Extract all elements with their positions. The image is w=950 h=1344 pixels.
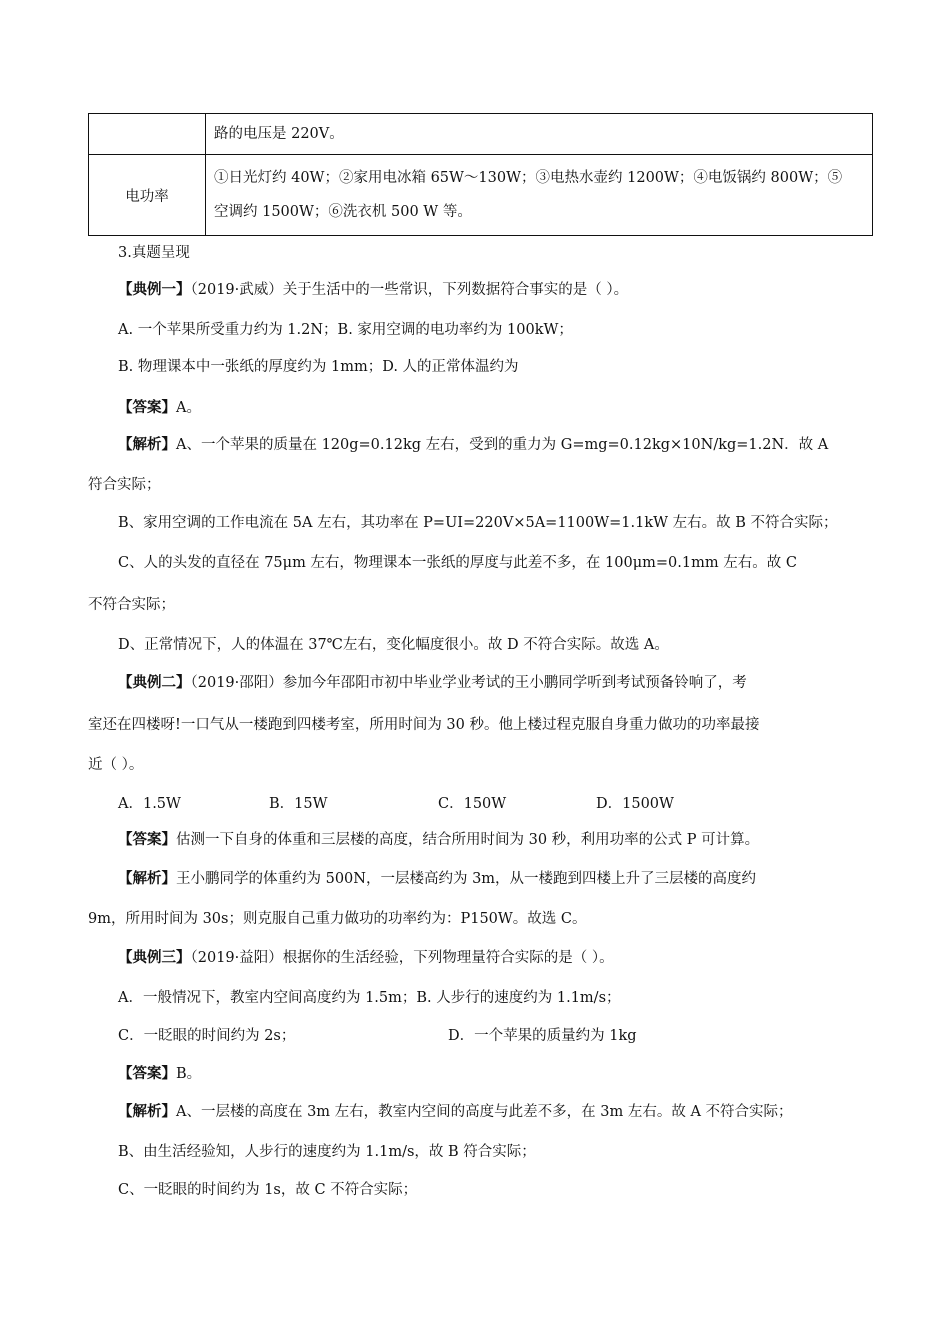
example-2-analysis-line: 9m，所用时间为 30s；则克服自己重力做功的功率约为：P150W。故选 C。 <box>88 911 587 927</box>
table-cell-line: ①日光灯约 40W；②家用电冰箱 65W～130W；③电热水壶约 1200W；④电饭锅约 800W；⑤ <box>214 170 843 186</box>
answer-tag: 【答案】 <box>118 399 176 416</box>
option-d: D．一个苹果的质量约为 1kg <box>448 1028 637 1044</box>
stem-text: （2019·武威）关于生活中的一些常识，下列数据符合事实的是（ ）。 <box>190 282 629 298</box>
stem-text: （2019·邵阳）参加今年邵阳市初中毕业学业考试的王小鹏同学听到考试预备铃响了，考 <box>190 675 747 691</box>
example-3-options-line: A．一般情况下，教室内空间高度约为 1.5m；B. 人步行的速度约为 1.1m/s； <box>118 990 621 1006</box>
example-1-analysis-line: 不符合实际； <box>88 597 175 613</box>
table-cell-content: 路的电压是 220V。 <box>206 114 873 155</box>
answer-tag: 【答案】 <box>118 1065 176 1082</box>
example-1-analysis-line: C、人的头发的直径在 75μm 左右，物理课本一张纸的厚度与此差不多，在 100μm=0.1mm 左右。故 C <box>118 555 797 571</box>
example-3-analysis <box>118 1100 793 1121</box>
example-1-options-line: B. 物理课本中一张纸的厚度约为 1mm；D. 人的正常体温约为 <box>118 359 519 375</box>
example-1-analysis-line: D、正常情况下，人的体温在 37℃左右，变化幅度很小。故 D 不符合实际。故选 A。 <box>118 637 669 653</box>
section-title: 3.真题呈现 <box>118 245 190 261</box>
example-1-analysis <box>118 433 828 454</box>
table-cell-content <box>206 155 873 236</box>
example-1-answer <box>118 396 201 417</box>
example-2-stem-line: 室还在四楼呀!一口气从一楼跑到四楼考室，所用时间为 30 秒。他上楼过程克服自身重力做功的功率最接 <box>88 717 760 733</box>
example-tag: 【典例三】 <box>118 949 191 966</box>
example-tag: 【典例一】 <box>118 281 191 298</box>
option-c: C．150W <box>438 796 507 812</box>
stem-text: （2019·益阳）根据你的生活经验，下列物理量符合实际的是（ ）。 <box>190 950 614 966</box>
option-d: D．1500W <box>596 796 674 812</box>
analysis-tag: 【解析】 <box>118 436 176 453</box>
analysis-text: 王小鹏同学的体重约为 500N，一层楼高约为 3m，从一楼跑到四楼上升了三层楼的高度约 <box>176 871 757 887</box>
answer-text: B。 <box>176 1066 202 1082</box>
table-cell-label <box>89 114 206 155</box>
option-b: B．15W <box>269 796 328 812</box>
example-tag: 【典例二】 <box>118 674 191 691</box>
example-3-answer <box>118 1062 201 1083</box>
example-3-analysis-line: B、由生活经验知，人步行的速度约为 1.1m/s，故 B 符合实际； <box>118 1144 536 1160</box>
example-1-analysis-line: B、家用空调的工作电流在 5A 左右，其功率在 P=UI=220V×5A=1100W=1.1kW 左右。故 B 不符合实际； <box>118 515 838 531</box>
knowledge-table <box>88 113 873 236</box>
option-c: C．一眨眼的时间约为 2s； <box>118 1028 296 1044</box>
table-cell-label: 电功率 <box>89 155 206 236</box>
table-row <box>89 114 873 155</box>
example-2-analysis <box>118 867 756 888</box>
table-row <box>89 155 873 236</box>
option-a: A．1.5W <box>118 796 181 812</box>
analysis-text: A、一个苹果的质量在 120g=0.12kg 左右，受到的重力为 G=mg=0.12kg×10N/kg=1.2N．故 A <box>176 437 829 453</box>
example-2-stem-line: 近（ ）。 <box>88 757 144 773</box>
example-3-stem <box>118 946 614 967</box>
table-cell-line: 空调约 1500W；⑥洗衣机 500 W 等。 <box>214 204 472 220</box>
example-3-analysis-line: C、一眨眼的时间约为 1s，故 C 不符合实际； <box>118 1182 418 1198</box>
example-1-options-line: A. 一个苹果所受重力约为 1.2N；B. 家用空调的电功率约为 100kW； <box>118 322 573 338</box>
analysis-text: A、一层楼的高度在 3m 左右，教室内空间的高度与此差不多，在 3m 左右。故 A 不符合实际； <box>176 1104 793 1120</box>
example-2-answer <box>118 828 759 849</box>
answer-text: 估测一下自身的体重和三层楼的高度，结合所用时间为 30 秒，利用功率的公式 P 可计算。 <box>176 832 760 848</box>
example-1-analysis-line: 符合实际； <box>88 477 161 493</box>
example-1-stem <box>118 278 628 299</box>
answer-text: A。 <box>176 400 201 416</box>
analysis-tag: 【解析】 <box>118 1103 176 1120</box>
analysis-tag: 【解析】 <box>118 870 176 887</box>
answer-tag: 【答案】 <box>118 831 176 848</box>
example-2-stem <box>118 671 747 692</box>
